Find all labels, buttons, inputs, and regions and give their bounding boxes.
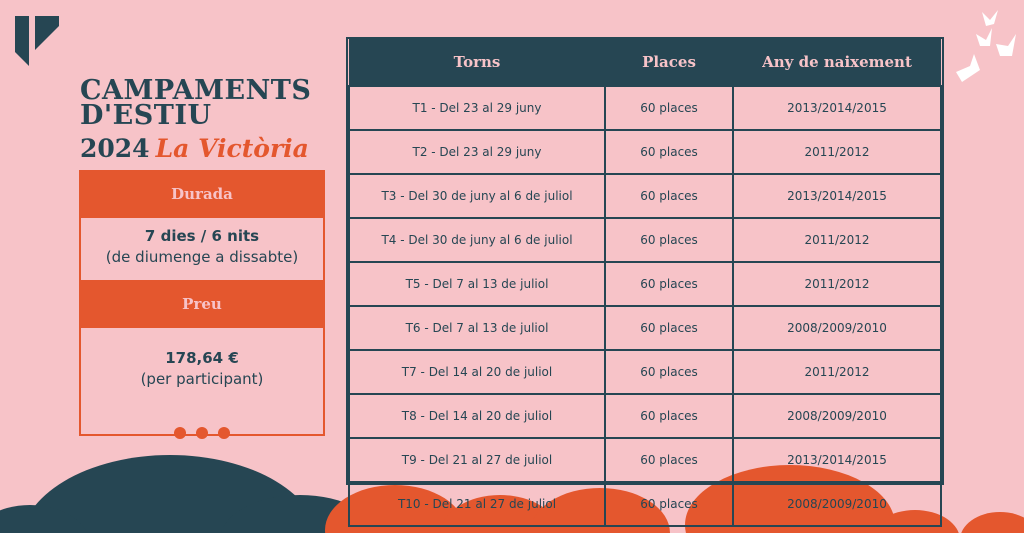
duration-header: Durada (81, 172, 323, 216)
cell-places: 60 places (605, 438, 733, 482)
header-places: Places (605, 39, 733, 86)
table-row (349, 482, 941, 526)
table-row (349, 306, 941, 350)
table-header-row (349, 39, 941, 86)
price-sub: (per participant) (140, 370, 264, 388)
table-row (349, 438, 941, 482)
cell-places: 60 places (605, 482, 733, 526)
cell-any-naixement: 2013/2014/2015 (733, 174, 941, 218)
price-body (81, 326, 323, 412)
cell-places: 60 places (605, 350, 733, 394)
cell-torn: T8 - Del 14 al 20 de juliol (349, 394, 605, 438)
title-place: La Victòria (155, 134, 309, 163)
table-row (349, 394, 941, 438)
cell-any-naixement: 2008/2009/2010 (733, 306, 941, 350)
dots-decoration-icon (174, 427, 230, 439)
cell-any-naixement: 2011/2012 (733, 218, 941, 262)
header-any-naixement: Any de naixement (733, 39, 941, 86)
cell-torn: T1 - Del 23 al 29 juny (349, 86, 605, 130)
title-line-2: D'ESTIU (80, 100, 212, 131)
price-main: 178,64 € (165, 349, 239, 367)
cell-torn: T7 - Del 14 al 20 de juliol (349, 350, 605, 394)
price-header: Preu (81, 282, 323, 326)
title-line-1: CAMPAMENTS (80, 75, 312, 106)
brand-logo-icon (15, 16, 59, 66)
info-box (79, 170, 325, 436)
cell-places: 60 places (605, 394, 733, 438)
cell-any-naixement: 2011/2012 (733, 262, 941, 306)
cell-places: 60 places (605, 174, 733, 218)
cell-any-naixement: 2013/2014/2015 (733, 438, 941, 482)
table-row (349, 86, 941, 130)
table-body (349, 86, 941, 526)
cell-torn: T6 - Del 7 al 13 de juliol (349, 306, 605, 350)
cell-torn: T10 - Del 21 al 27 de juliol (349, 482, 605, 526)
cell-any-naixement: 2008/2009/2010 (733, 482, 941, 526)
cell-places: 60 places (605, 86, 733, 130)
cell-torn: T9 - Del 21 al 27 de juliol (349, 438, 605, 482)
cell-places: 60 places (605, 262, 733, 306)
dot (174, 427, 186, 439)
header-torns: Torns (349, 39, 605, 86)
duration-main: 7 dies / 6 nits (144, 227, 260, 245)
cell-any-naixement: 2011/2012 (733, 130, 941, 174)
dot (196, 427, 208, 439)
birds-icon (952, 8, 1018, 84)
title-line-3 (80, 132, 330, 166)
cell-any-naixement: 2013/2014/2015 (733, 86, 941, 130)
page-title (80, 75, 330, 166)
cell-places: 60 places (605, 218, 733, 262)
dark-hill (0, 455, 380, 533)
table-row (349, 218, 941, 262)
cell-torn: T3 - Del 30 de juny al 6 de juliol (349, 174, 605, 218)
table-row (349, 262, 941, 306)
table-row (349, 350, 941, 394)
cell-torn: T2 - Del 23 al 29 juny (349, 130, 605, 174)
schedule-table (346, 37, 944, 511)
cell-places: 60 places (605, 306, 733, 350)
cell-torn: T5 - Del 7 al 13 de juliol (349, 262, 605, 306)
cell-any-naixement: 2008/2009/2010 (733, 394, 941, 438)
dot (218, 427, 230, 439)
cell-any-naixement: 2011/2012 (733, 350, 941, 394)
cell-places: 60 places (605, 130, 733, 174)
duration-body (81, 216, 323, 282)
duration-sub: (de diumenge a dissabte) (105, 248, 299, 266)
cell-torn: T4 - Del 30 de juny al 6 de juliol (349, 218, 605, 262)
title-year: 2024 (80, 134, 150, 163)
table-row (349, 130, 941, 174)
table-row (349, 174, 941, 218)
